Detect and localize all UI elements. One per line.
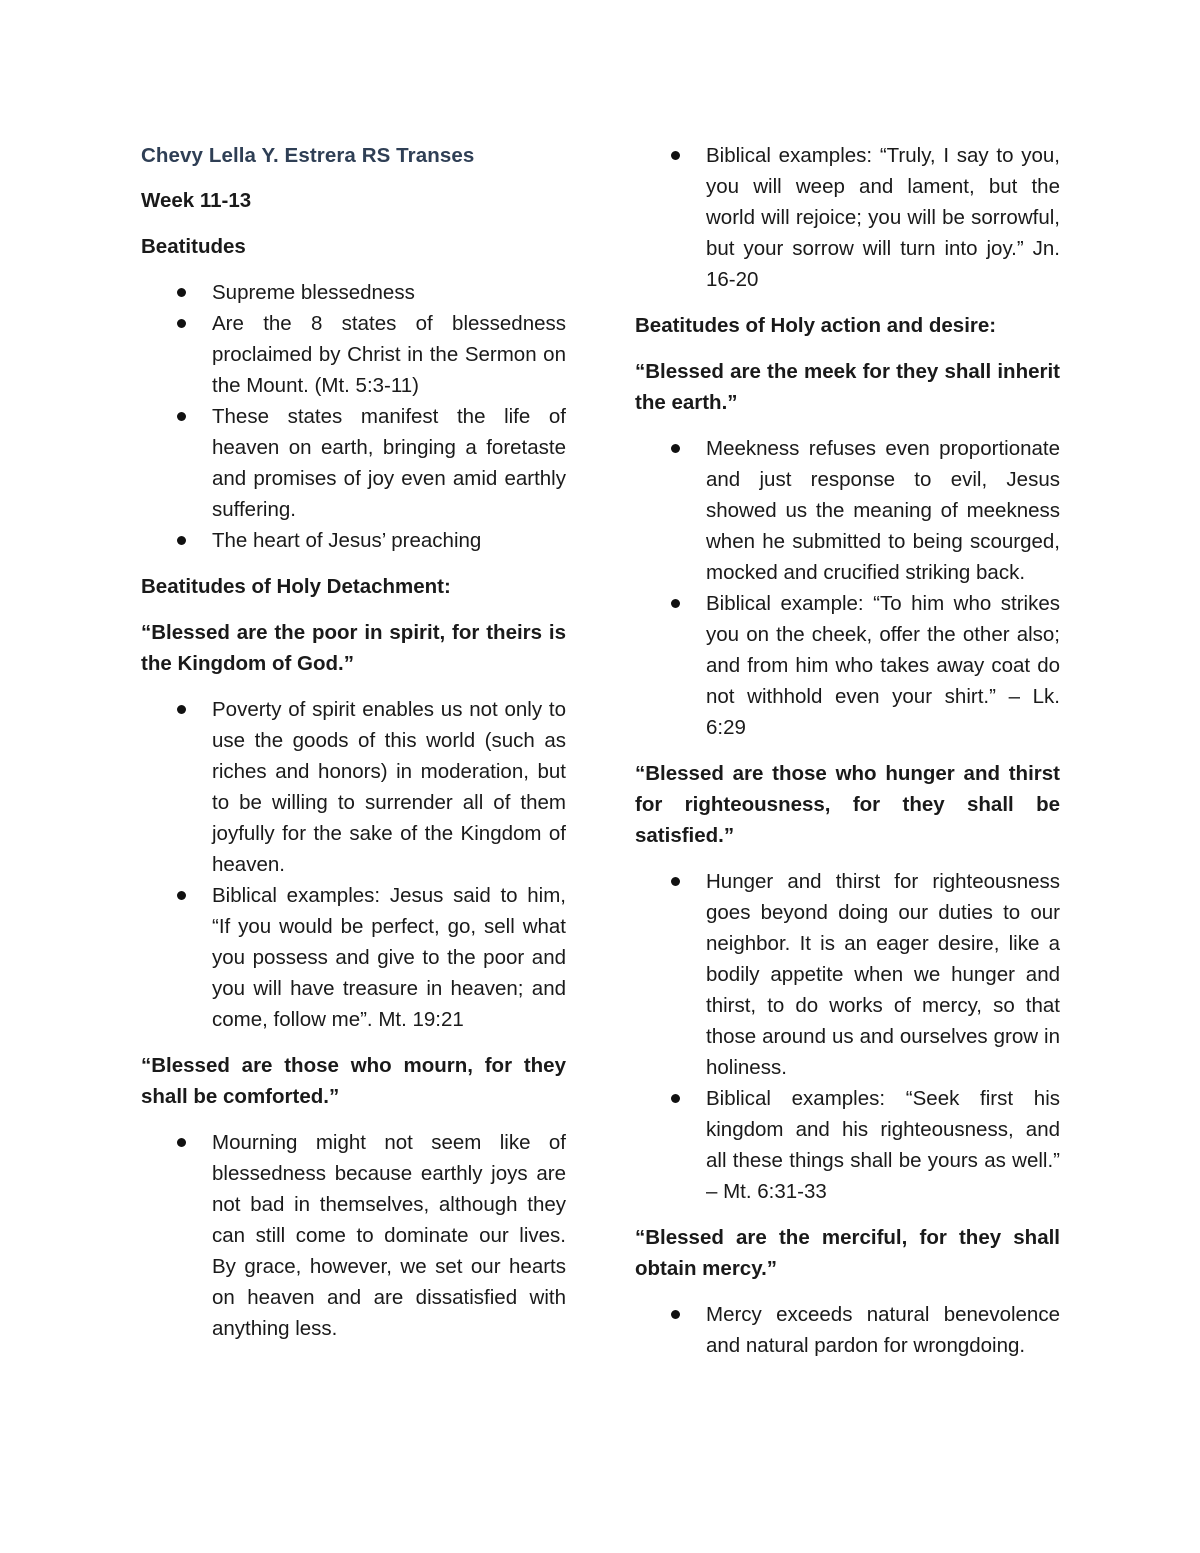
- beatitude-hunger-quote: “Blessed are those who hunger and thirst for righteousness, for they shall be satisfied.”: [635, 762, 1060, 847]
- mourn-list-continued: [635, 140, 1060, 295]
- detachment-heading: Beatitudes of Holy Detachment:: [141, 575, 451, 598]
- mourn-list: [141, 1127, 566, 1344]
- merciful-list: [635, 1299, 1060, 1361]
- bullet-icon: [177, 412, 186, 421]
- list-item: Supreme blessedness: [141, 277, 566, 308]
- list-item: Biblical examples: “Truly, I say to you, you will weep and lament, but the world will rejoice; you will be sorrowful, but your sorrow will turn into joy.” Jn. 16-20: [635, 140, 1060, 295]
- list-item: These states manifest the life of heaven on earth, bringing a foretaste and promises of joy even amid earthly suffering.: [141, 401, 566, 525]
- bullet-icon: [671, 1094, 680, 1103]
- bullet-icon: [177, 891, 186, 900]
- list-item: Meekness refuses even proportionate and just response to evil, Jesus showed us the meaning of meekness when he submitted to being scourged, mocked and crucified striking back.: [635, 433, 1060, 588]
- week-heading: Week 11-13: [141, 189, 252, 212]
- beatitude-merciful-quote: “Blessed are the merciful, for they shall obtain mercy.”: [635, 1226, 1060, 1280]
- beatitude-poor-quote: “Blessed are the poor in spirit, for theirs is the Kingdom of God.”: [141, 621, 566, 675]
- poor-list: [141, 694, 566, 1035]
- list-item: Biblical examples: “Seek first his kingdom and his righteousness, and all these things shall be yours as well.” – Mt. 6:31-33: [635, 1083, 1060, 1207]
- beatitude-mourn-quote: “Blessed are those who mourn, for they shall be comforted.”: [141, 1054, 566, 1108]
- list-item: Biblical example: “To him who strikes you on the cheek, offer the other also; and from him who takes away coat do not withhold even your shirt.” – Lk. 6:29: [635, 588, 1060, 743]
- hunger-list: [635, 866, 1060, 1207]
- meek-list: [635, 433, 1060, 743]
- bullet-icon: [177, 1138, 186, 1147]
- list-item: Are the 8 states of blessedness proclaimed by Christ in the Sermon on the Mount. (Mt. 5:3-11): [141, 308, 566, 401]
- list-item: Biblical examples: Jesus said to him, “If you would be perfect, go, sell what you possess and give to the poor and you will have treasure in heaven; and come, follow me”. Mt. 19:21: [141, 880, 566, 1035]
- topic-heading: Beatitudes: [141, 235, 246, 258]
- beatitude-meek-quote: “Blessed are the meek for they shall inherit the earth.”: [635, 360, 1060, 414]
- left-column: [141, 140, 566, 1359]
- bullet-icon: [671, 1310, 680, 1319]
- bullet-icon: [177, 705, 186, 714]
- list-item: The heart of Jesus’ preaching: [141, 525, 566, 556]
- bullet-icon: [177, 288, 186, 297]
- bullet-icon: [177, 319, 186, 328]
- bullet-icon: [177, 536, 186, 545]
- list-item: Poverty of spirit enables us not only to use the goods of this world (such as riches and honors) in moderation, but to be willing to surrender all of them joyfully for the sake of the Kingdom of heaven.: [141, 694, 566, 880]
- list-item: Mourning might not seem like of blessedness because earthly joys are not bad in themselves, although they can still come to dominate our lives. By grace, however, we set our hearts on heaven and are dissatisfied with anything less.: [141, 1127, 566, 1344]
- bullet-icon: [671, 444, 680, 453]
- bullet-icon: [671, 151, 680, 160]
- list-item: Hunger and thirst for righteousness goes beyond doing our duties to our neighbor. It is an eager desire, like a bodily appetite when we hunger and thirst, to do works of mercy, so that those around us and ourselves grow in holiness.: [635, 866, 1060, 1083]
- action-heading: Beatitudes of Holy action and desire:: [635, 314, 997, 337]
- bullet-icon: [671, 877, 680, 886]
- bullet-icon: [671, 599, 680, 608]
- list-item: Mercy exceeds natural benevolence and natural pardon for wrongdoing.: [635, 1299, 1060, 1361]
- right-column: [635, 140, 1060, 1376]
- intro-list: [141, 277, 566, 556]
- author-line: Chevy Lella Y. Estrera RS Transes: [141, 144, 475, 167]
